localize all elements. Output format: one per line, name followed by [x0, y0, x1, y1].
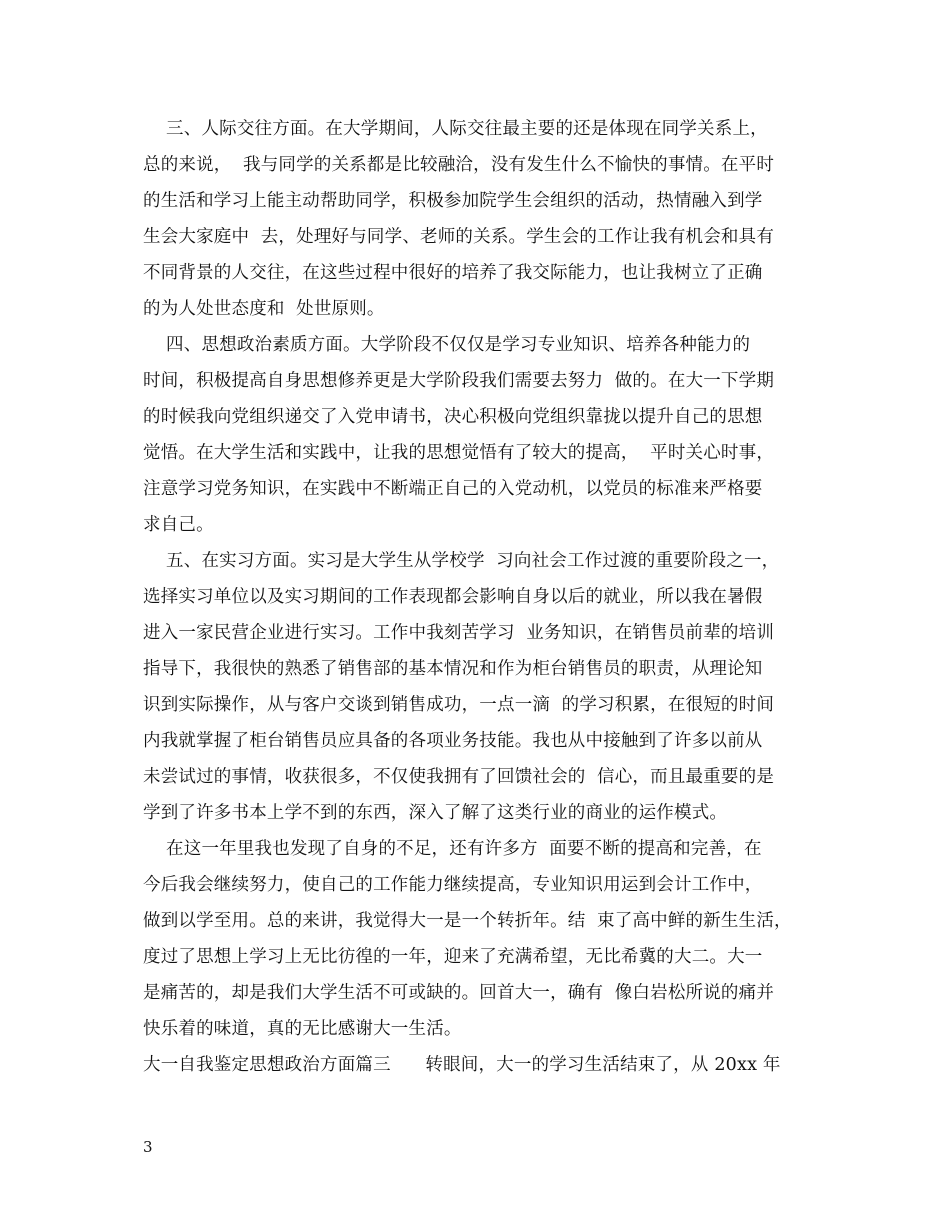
text-line: 做到以学至用。总的来讲，我觉得大一是一个转折年。结 束了高中鲜的新生生活， [143, 911, 792, 931]
text-line: 求自己。 [143, 515, 214, 535]
text-line: 选择实习单位以及实习期间的工作表现都会影响自身以后的就业，所以我在暑假 [143, 587, 763, 607]
text-line: 的为人处世态度和 处世原则。 [143, 299, 385, 319]
text-line: 在这一年里我也发现了自身的不足，还有许多方 面要不断的提高和完善，在 [143, 839, 762, 859]
text-line: 快乐着的味道，真的无比感谢大一生活。 [143, 1019, 462, 1039]
text-line: 生会大家庭中 去，处理好与同学、老师的关系。学生会的工作让我有机会和具有 [143, 227, 775, 247]
text-line: 指导下，我很快的熟悉了销售部的基本情况和作为柜台销售员的职责，从理论知 [143, 659, 763, 679]
text-line: 不同背景的人交往，在这些过程中很好的培养了我交际能力，也让我树立了正确 [143, 263, 763, 283]
text-line: 学到了许多书本上学不到的东西，深入了解了这类行业的商业的运作模式。 [143, 803, 728, 823]
text-line: 进入一家民营企业进行实习。工作中我刻苦学习 业务知识，在销售员前辈的培训 [143, 623, 775, 643]
text-line: 度过了思想上学习上无比彷徨的一年，迎来了充满希望，无比希冀的大二。大一 [143, 947, 763, 967]
text-line: 三、人际交往方面。在大学期间，人际交往最主要的还是体现在同学关系上， [143, 119, 768, 139]
page-number: 3 [143, 1138, 153, 1156]
text-line: 五、在实习方面。实习是大学生从学校学 习向社会工作过渡的重要阶段之一， [143, 551, 780, 571]
text-line: 今后我会继续努力，使自己的工作能力继续提高，专业知识用运到会计工作中， [143, 875, 763, 895]
text-line: 四、思想政治素质方面。大学阶段不仅仅是学习专业知识、培养各种能力的 [143, 335, 751, 355]
text-line: 识到实际操作，从与客户交谈到销售成功，一点一滴 的学习积累，在很短的时间 [143, 695, 775, 715]
text-line: 觉悟。在大学生活和实践中，让我的思想觉悟有了较大的提高， 平时关心时事， [143, 443, 775, 463]
text-line: 的生活和学习上能主动帮助同学，积极参加院学生会组织的活动，热情融入到学 [143, 191, 763, 211]
text-line: 大一自我鉴定思想政治方面篇三 转眼间，大一的学习生活结束了，从 20xx 年 [143, 1055, 781, 1075]
text-line: 时间，积极提高自身思想修养更是大学阶段我们需要去努力 做的。在大一下学期 [143, 371, 775, 391]
text-line: 是痛苦的，却是我们大学生活不可或缺的。回首大一，确有 像白岩松所说的痛并 [143, 983, 775, 1003]
text-line: 的时候我向党组织递交了入党申请书，决心积极向党组织靠拢以提升自己的思想 [143, 407, 763, 427]
text-line: 内我就掌握了柜台销售员应具备的各项业务技能。我也从中接触到了许多以前从 [143, 731, 763, 751]
text-line: 未尝试过的事情，收获很多，不仅使我拥有了回馈社会的 信心，而且最重要的是 [143, 767, 775, 787]
text-line: 总的来说， 我与同学的关系都是比较融洽，没有发生什么不愉快的事情。在平时 [143, 155, 775, 175]
text-line: 注意学习党务知识，在实践中不断端正自己的入党动机，以党员的标准来严格要 [143, 479, 763, 499]
